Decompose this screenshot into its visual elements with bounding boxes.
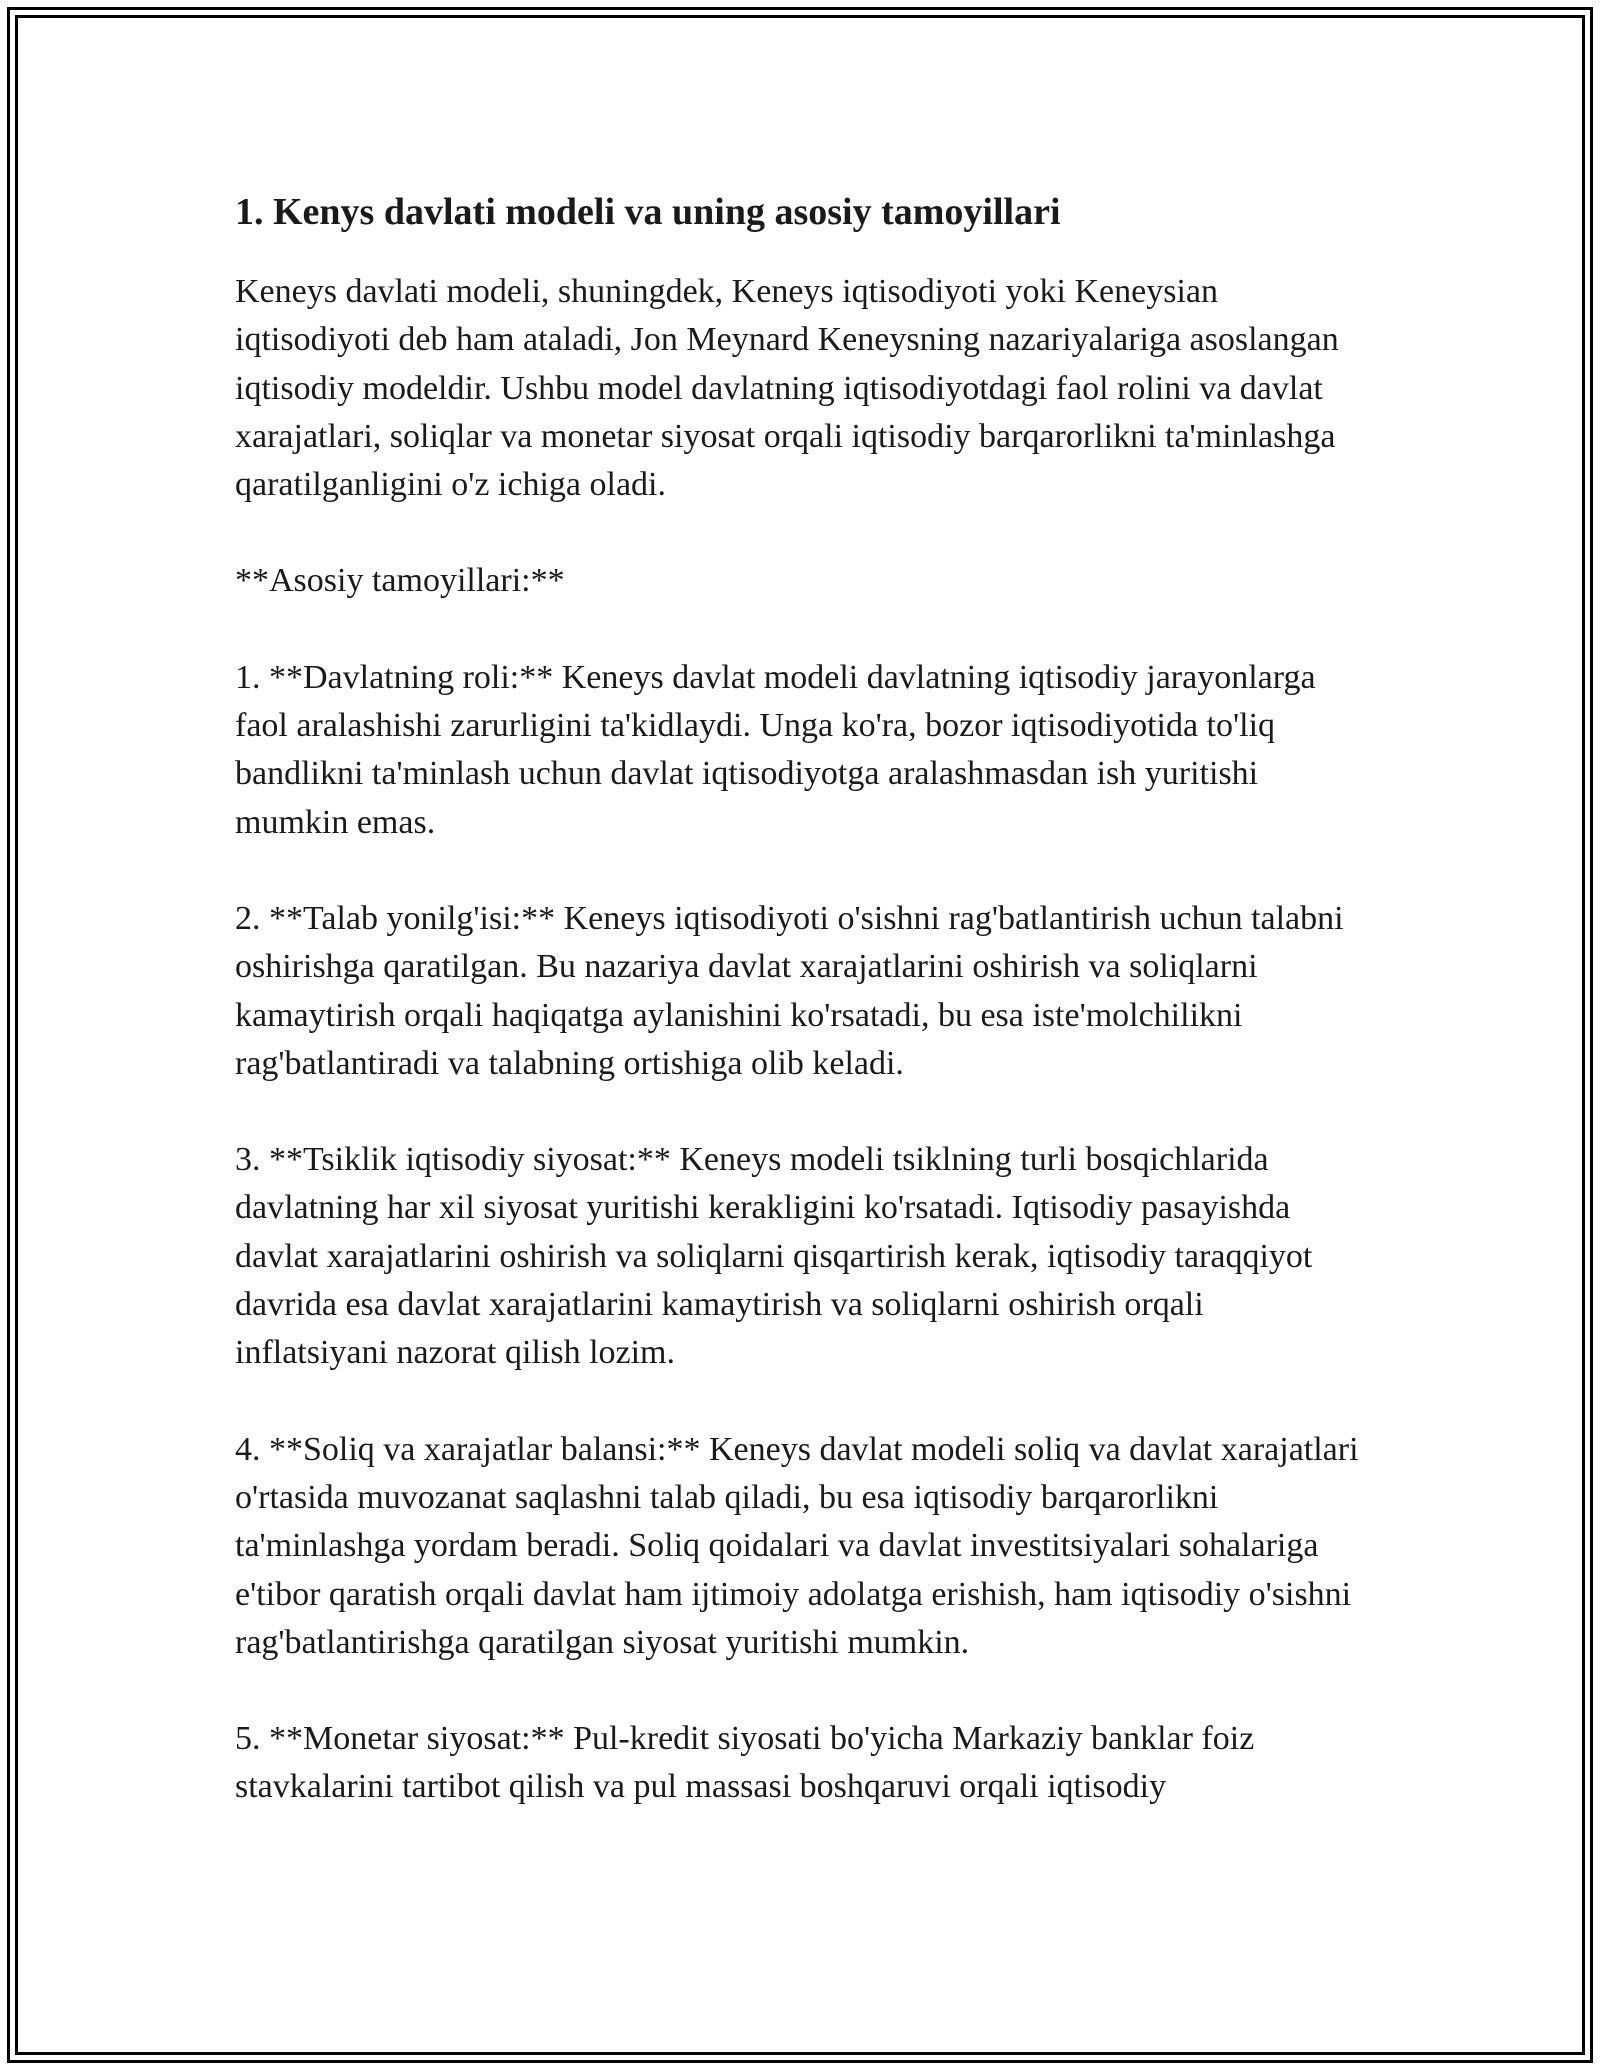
document-page — [235, 186, 1365, 1860]
intro-paragraph: Keneys davlati modeli, shuningdek, Keneys iqtisodiyoti yoki Keneysian iqtisodiyoti deb ham ataladi, Jon Meynard Keneysning nazariyalariga asoslangan iqtisodiy modeldir. Ushbu model davlatning iqtisodiyotdagi faol rolini va davlat xarajatlari, soliqlar va monetar siyosat orqali iqtisodiy barqarorlikni ta'minlashga qaratilganligini o'z ichiga oladi. — [235, 273, 1339, 504]
principle-4-paragraph: 4. **Soliq va xarajatlar balansi:** Keneys davlat modeli soliq va davlat xarajatlari o'rtasida muvozanat saqlashni talab qiladi, bu esa iqtisodiy barqarorlikni ta'minlashga yordam beradi. Soliq qoidalari va davlat investitsiyalari sohalariga e'tibor qaratish orqali davlat ham ijtimoiy adolatga erishish, ham iqtisodiy o'sishni rag'batlantirishga qaratilgan siyosat yuritishi mumkin. — [235, 1430, 1359, 1661]
principle-5-paragraph: 5. **Monetar siyosat:** Pul-kredit siyosati bo'yicha Markaziy banklar foiz stavkalarini tartibot qilish va pul massasi boshqaruvi orqali iqtisodiy — [235, 1720, 1255, 1806]
document-title: 1. Kenys davlati modeli va uning asosiy tamoyillari — [235, 191, 1061, 233]
principle-1-paragraph: 1. **Davlatning roli:** Keneys davlat modeli davlatning iqtisodiy jarayonlarga faol aralashishi zarurligini ta'kidlaydi. Unga ko'ra, bozor iqtisodiyotida to'liq bandlikni ta'minlash uchun davlat iqtisodiyotga aralashmasdan ish yuritishi mumkin emas. — [235, 658, 1316, 841]
principles-heading: **Asosiy tamoyillari:** — [235, 562, 565, 600]
principle-3-paragraph: 3. **Tsiklik iqtisodiy siyosat:** Keneys modeli tsiklning turli bosqichlarida davlatning har xil siyosat yuritishi kerakligini ko'rsatadi. Iqtisodiy pasayishda davlat xarajatlarini oshirish va soliqlarni qisqartirish kerak, iqtisodiy taraqqiyot davrida esa davlat xarajatlarini kamaytirish va soliqlarni oshirish orqali inflatsiyani nazorat qilish lozim. — [235, 1141, 1313, 1372]
principle-2-paragraph: 2. **Talab yonilg'isi:** Keneys iqtisodiyoti o'sishni rag'batlantirish uchun talabni oshirishga qaratilgan. Bu nazariya davlat xarajatlarini oshirish va soliqlarni kamaytirish orqali haqiqatga aylanishini ko'rsatadi, bu esa iste'molchilikni rag'batlantiradi va talabning ortishiga olib keladi. — [235, 899, 1344, 1082]
